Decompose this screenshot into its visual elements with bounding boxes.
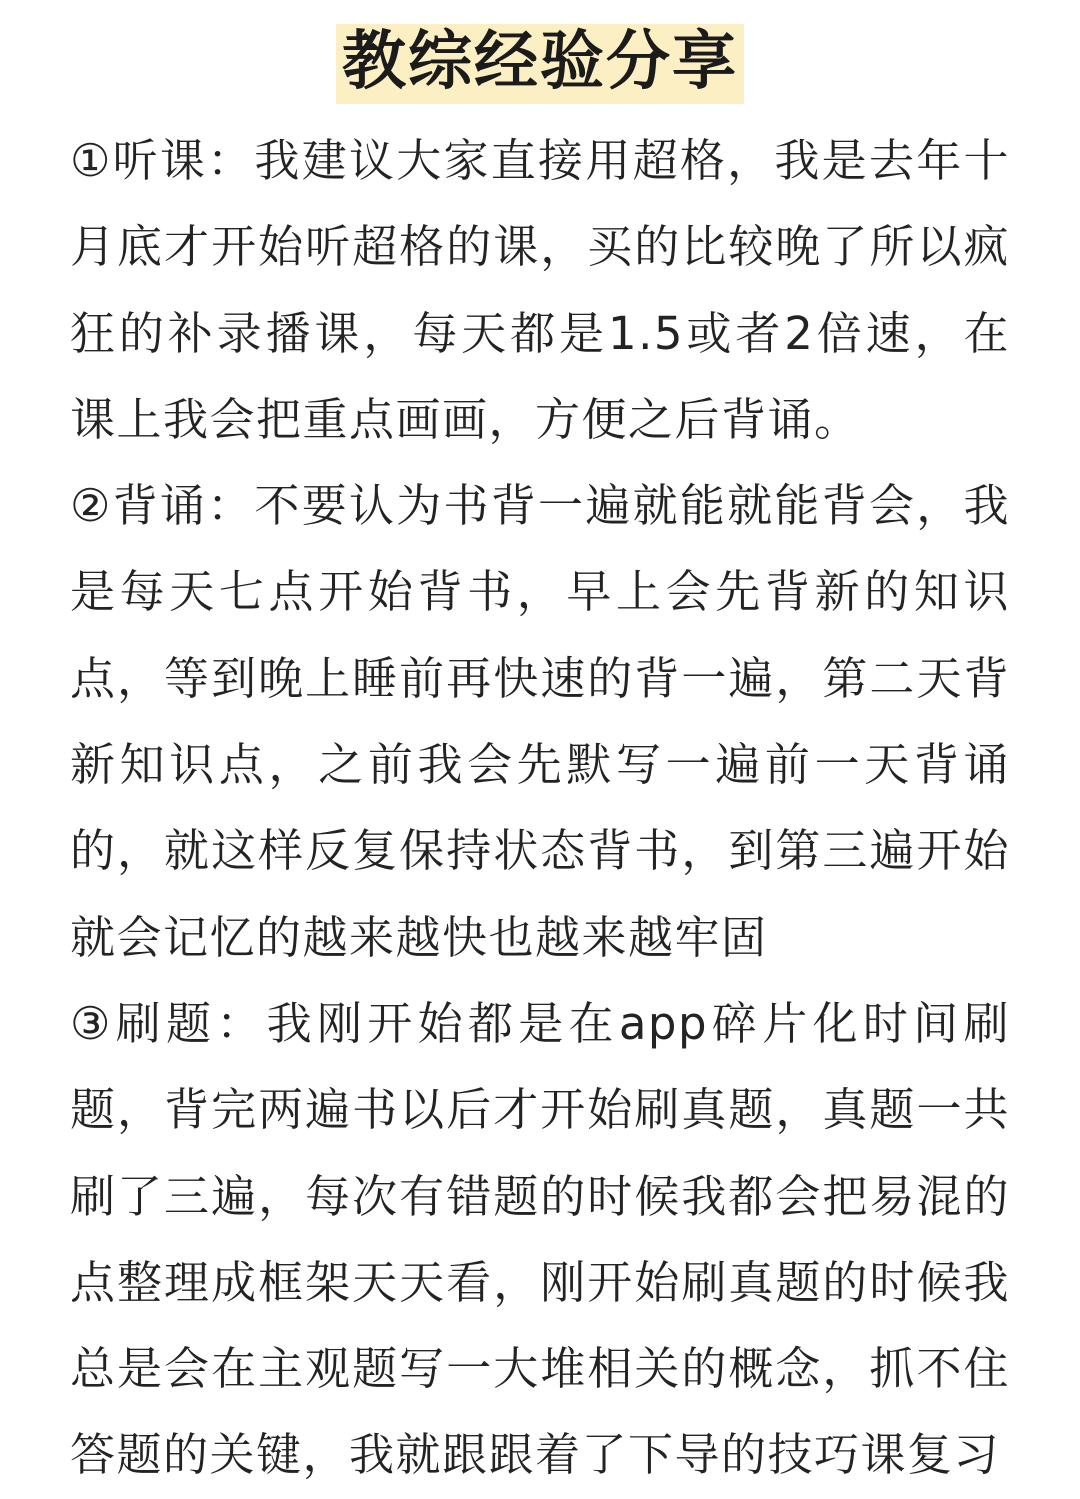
paragraph-memorizing: ②背诵：不要认为书背一遍就能就能背会，我是每天七点开始背书，早上会先背新的知识点，等到晚上睡前再快速的背一遍，第二天背新知识点，之前我会先默写一遍前一天背诵的，就这样反复保持状态背书，到第三遍开始就会记忆的越来越快也越来越牢固 [70,479,1010,964]
paragraph-practice: ③刷题：我刚开始都是在app碎片化时间刷题，背完两遍书以后才开始刷真题，真题一共刷了三遍，每次有错题的时候我都会把易混的点整理成框架天天看，刚开始刷真题的时候我总是会在主观题写一大堆相关的概念，抓不住答题的关键，我就跟跟着了下导的技巧课复习 [70,996,1010,1482]
article-body [70,118,1010,1499]
paragraph-listening: ①听课：我建议大家直接用超格，我是去年十月底才开始听超格的课，买的比较晚了所以疯狂的补录播课，每天都是1.5或者2倍速，在课上我会把重点画画，方便之后背诵。 [70,134,1010,446]
page-title: 教综经验分享 [336,24,744,104]
title-container [0,24,1080,104]
